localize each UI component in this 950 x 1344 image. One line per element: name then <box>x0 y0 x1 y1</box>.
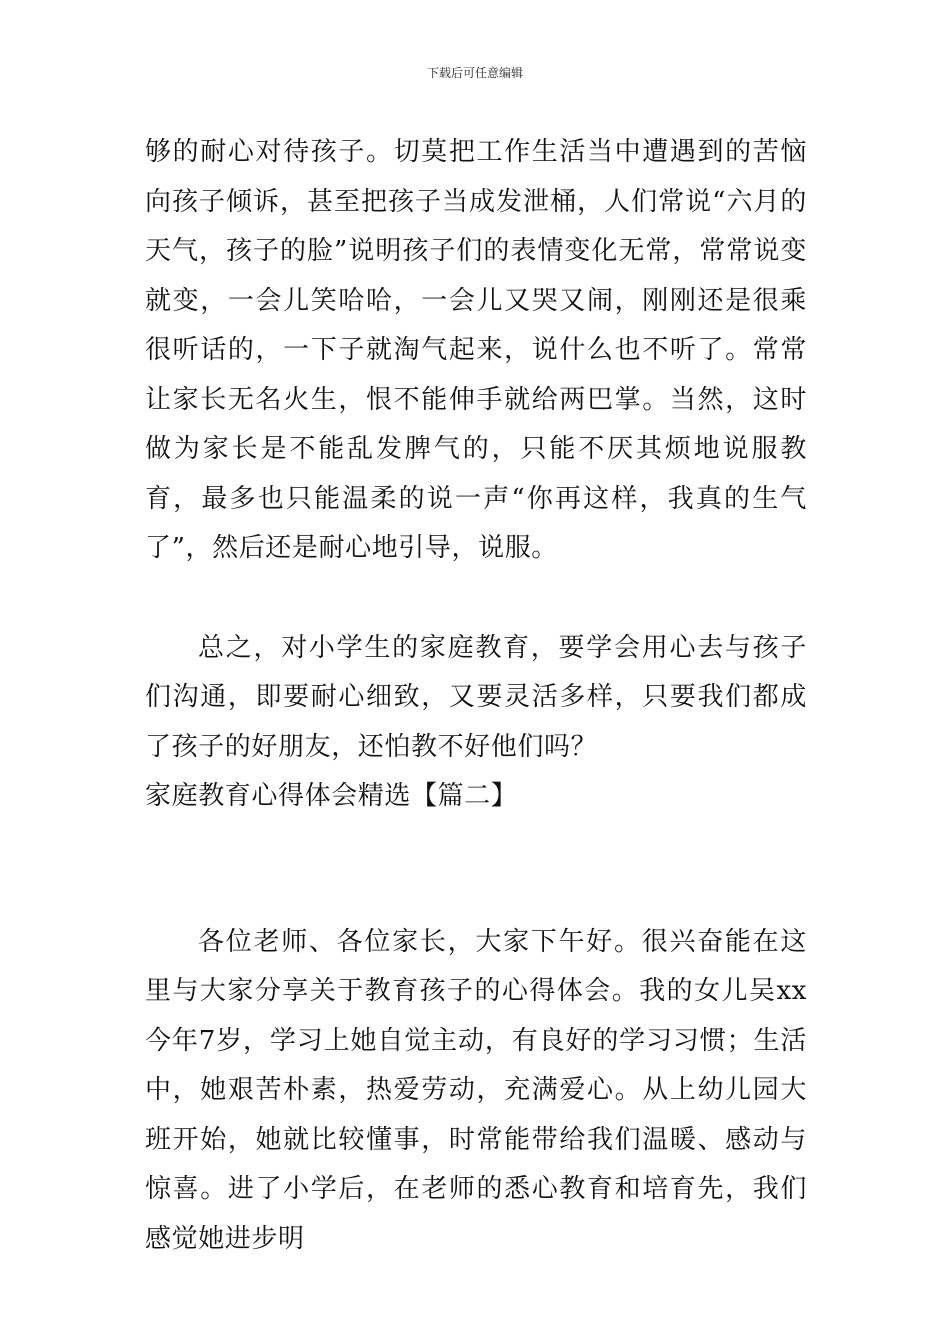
page-header: 下载后可任意编辑 <box>426 66 523 80</box>
section-heading: 家庭教育心得体会精选【篇二】 <box>145 781 518 811</box>
paragraph-continuation: 够的耐心对待孩子。切莫把工作生活当中遭遇到的苦恼向孩子倾诉，甚至把孩子当成发泄桶，人们常说“六月的天气，孩子的脸”说明孩子们的表情变化无常，常常说变就变，一会儿笑哈哈，一会儿又哭又闹，刚刚还是很乘很听话的，一下子就淘气起来，说什么也不听了。常常让家长无名火生，恨不能伸手就给两巴掌。当然，这时做为家长是不能乱发脾气的，只能不厌其烦地说服教育，最多也只能温柔的说一声“你再这样，我真的生气了”，然后还是耐心地引导，说服。 <box>145 137 807 563</box>
paragraph-conclusion: 总之，对小学生的家庭教育，要学会用心去与孩子们沟通，即要耐心细致，又要灵活多样，只要我们都成了孩子的好朋友，还怕教不好他们吗？ <box>145 632 807 762</box>
paragraph-speech-intro: 各位老师、各位家长，大家下午好。很兴奋能在这里与大家分享关于教育孩子的心得体会。我的女儿吴xx今年7岁，学习上她自觉主动，有良好的学习习惯；生活中，她艰苦朴素，热爱劳动，充满爱心。从上幼儿园大班开始，她就比较懂事，时常能带给我们温暖、感动与惊喜。进了小学后，在老师的悉心教育和培育先，我们感觉她进步明 <box>145 926 807 1254</box>
section-spacer <box>145 822 807 918</box>
document-body <box>145 128 807 1264</box>
paragraph-spacer <box>145 574 807 624</box>
